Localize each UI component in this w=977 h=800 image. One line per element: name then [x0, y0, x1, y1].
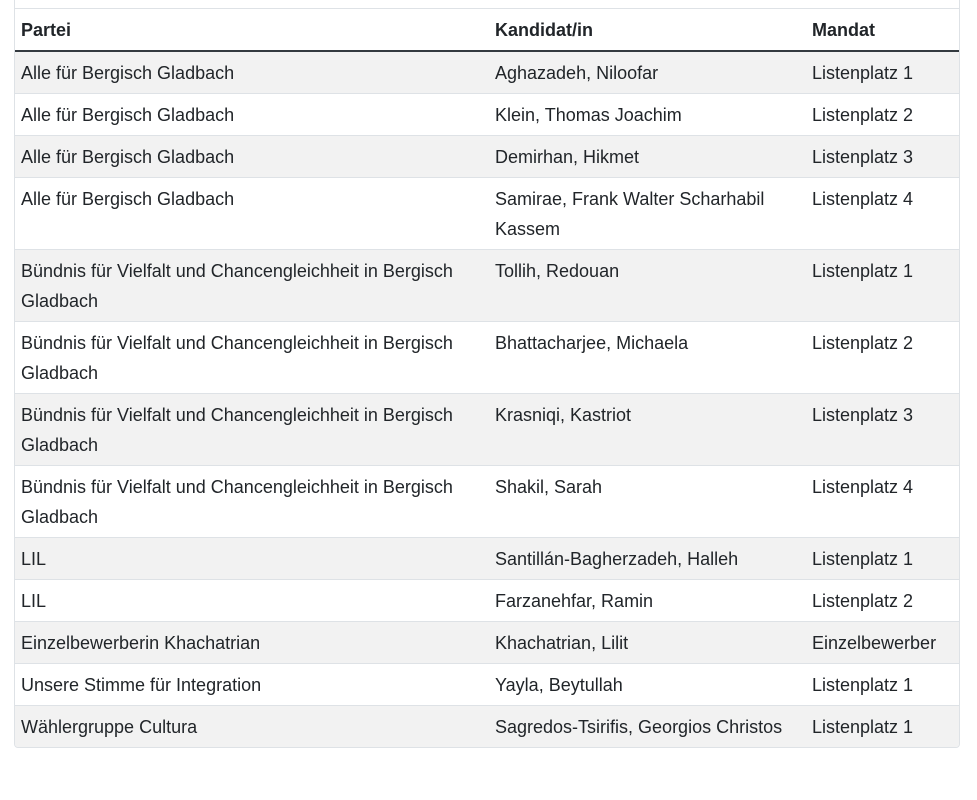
table-row	[15, 538, 959, 580]
column-header-party[interactable]: Partei	[15, 9, 489, 51]
party-cell: Einzelbewerberin Khachatrian	[15, 622, 489, 664]
candidate-cell: Santillán-Bagherzadeh, Halleh	[489, 538, 806, 580]
table-row	[15, 178, 959, 250]
party-cell: Wählergruppe Cultura	[15, 706, 489, 748]
mandate-cell: Listenplatz 1	[806, 538, 959, 580]
mandate-cell: Listenplatz 1	[806, 51, 959, 94]
candidate-cell: Bhattacharjee, Michaela	[489, 322, 806, 394]
mandate-cell: Listenplatz 1	[806, 706, 959, 748]
candidate-cell: Shakil, Sarah	[489, 466, 806, 538]
mandate-cell: Listenplatz 2	[806, 580, 959, 622]
mandate-cell: Listenplatz 1	[806, 250, 959, 322]
party-cell: Alle für Bergisch Gladbach	[15, 94, 489, 136]
table-row	[15, 580, 959, 622]
party-cell: LIL	[15, 580, 489, 622]
table-row	[15, 136, 959, 178]
column-header-candidate[interactable]: Kandidat/in	[489, 9, 806, 51]
candidate-cell: Krasniqi, Kastriot	[489, 394, 806, 466]
table-row	[15, 250, 959, 322]
mandate-cell: Listenplatz 3	[806, 136, 959, 178]
candidate-cell: Demirhan, Hikmet	[489, 136, 806, 178]
table-row	[15, 466, 959, 538]
table-body	[15, 51, 959, 747]
candidate-cell: Aghazadeh, Niloofar	[489, 51, 806, 94]
table-header-row	[15, 9, 959, 51]
table-row	[15, 394, 959, 466]
party-cell: Bündnis für Vielfalt und Chancengleichheit in Bergisch Gladbach	[15, 466, 489, 538]
mandate-cell: Listenplatz 4	[806, 466, 959, 538]
table-row	[15, 664, 959, 706]
party-cell: Unsere Stimme für Integration	[15, 664, 489, 706]
party-cell: LIL	[15, 538, 489, 580]
mandate-cell: Einzelbewerber	[806, 622, 959, 664]
candidate-cell: Khachatrian, Lilit	[489, 622, 806, 664]
party-cell: Alle für Bergisch Gladbach	[15, 136, 489, 178]
mandate-cell: Listenplatz 1	[806, 664, 959, 706]
candidate-cell: Klein, Thomas Joachim	[489, 94, 806, 136]
candidate-cell: Tollih, Redouan	[489, 250, 806, 322]
candidate-cell: Samirae, Frank Walter Scharhabil Kassem	[489, 178, 806, 250]
table-header	[15, 9, 959, 51]
candidate-cell: Sagredos-Tsirifis, Georgios Christos	[489, 706, 806, 748]
table-row	[15, 51, 959, 94]
mandate-cell: Listenplatz 4	[806, 178, 959, 250]
table-row	[15, 94, 959, 136]
party-cell: Alle für Bergisch Gladbach	[15, 178, 489, 250]
candidate-cell: Yayla, Beytullah	[489, 664, 806, 706]
mandate-cell: Listenplatz 3	[806, 394, 959, 466]
candidate-table	[15, 9, 959, 747]
party-cell: Bündnis für Vielfalt und Chancengleichheit in Bergisch Gladbach	[15, 394, 489, 466]
column-header-mandate[interactable]: Mandat	[806, 9, 959, 51]
mandate-cell: Listenplatz 2	[806, 322, 959, 394]
party-cell: Bündnis für Vielfalt und Chancengleichheit in Bergisch Gladbach	[15, 250, 489, 322]
table-top-strip	[15, 0, 959, 9]
table-row	[15, 322, 959, 394]
mandate-cell: Listenplatz 2	[806, 94, 959, 136]
party-cell: Alle für Bergisch Gladbach	[15, 51, 489, 94]
candidate-cell: Farzanehfar, Ramin	[489, 580, 806, 622]
table-row	[15, 706, 959, 748]
party-cell: Bündnis für Vielfalt und Chancengleichheit in Bergisch Gladbach	[15, 322, 489, 394]
table-row	[15, 622, 959, 664]
candidate-table-card	[14, 0, 960, 748]
